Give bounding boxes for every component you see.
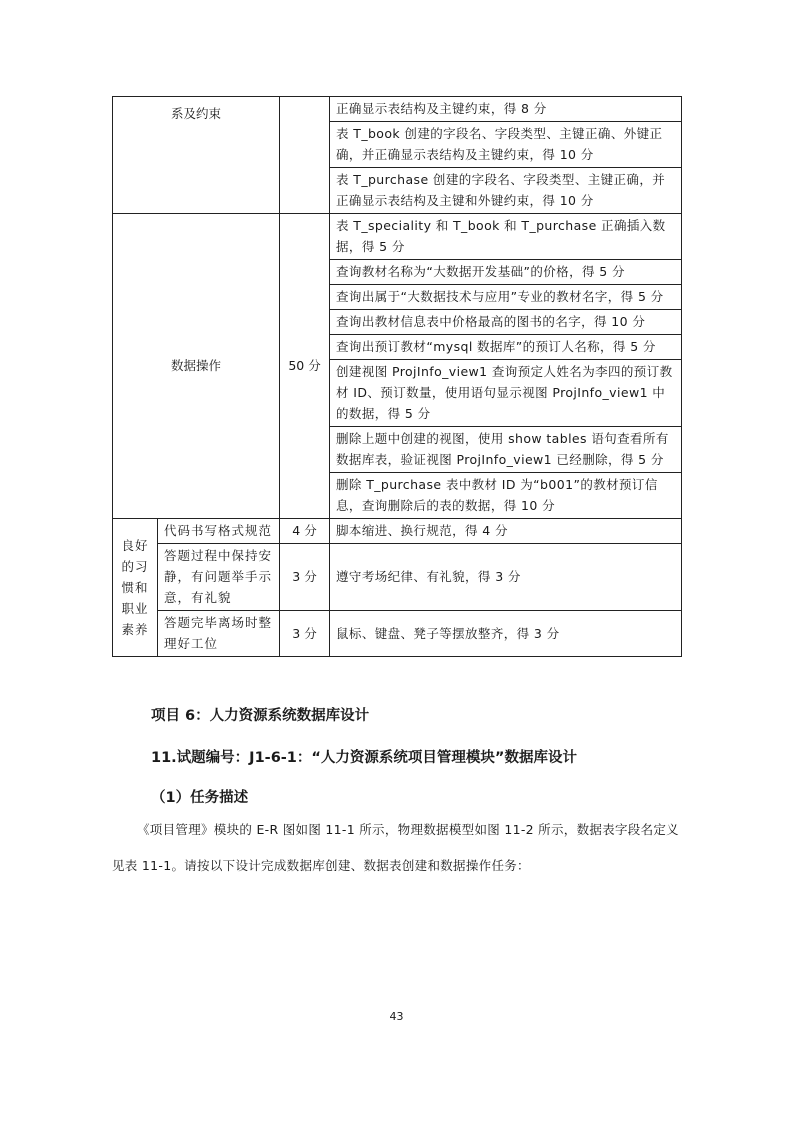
criteria-cell: 删除上题中创建的视图，使用 show tables 语句查看所有数据库表，验证视图 ProjInfo_view1 已经删除，得 5 分: [330, 427, 682, 473]
criteria-cell: 查询出预订教材“mysql 数据库”的预订人名称，得 5 分: [330, 335, 682, 360]
points-cell: [280, 97, 330, 214]
category-cell: 系及约束: [113, 97, 280, 214]
subcategory-cell: 答题完毕离场时整理好工位: [158, 611, 280, 657]
criteria-cell: 脚本缩进、换行规范，得 4 分: [330, 519, 682, 544]
category-cell: 数据操作: [113, 214, 280, 519]
criteria-cell: 删除 T_purchase 表中教材 ID 为“b001”的教材预订信息，查询删除后的表的数据，得 10 分: [330, 473, 682, 519]
table-row: [113, 611, 682, 657]
points-cell: 4 分: [280, 519, 330, 544]
table-row: [113, 519, 682, 544]
criteria-cell: 查询出属于“大数据技术与应用”专业的教材名字，得 5 分: [330, 285, 682, 310]
criteria-cell: 表 T_purchase 创建的字段名、字段类型、主键正确，并正确显示表结构及主键和外键约束，得 10 分: [330, 168, 682, 214]
criteria-cell: 查询出教材信息表中价格最高的图书的名字，得 10 分: [330, 310, 682, 335]
question-title: 11.试题编号：J1-6-1：“人力资源系统项目管理模块”数据库设计: [151, 750, 577, 766]
page-number: 43: [389, 1010, 404, 1023]
scoring-table: [112, 96, 682, 657]
points-cell: 50 分: [280, 214, 330, 519]
criteria-cell: 鼠标、键盘、凳子等摆放整齐，得 3 分: [330, 611, 682, 657]
criteria-cell: 表 T_speciality 和 T_book 和 T_purchase 正确插入数据，得 5 分: [330, 214, 682, 260]
points-cell: 3 分: [280, 611, 330, 657]
criteria-cell: 查询教材名称为“大数据开发基础”的价格，得 5 分: [330, 260, 682, 285]
criteria-cell: 创建视图 ProjInfo_view1 查询预定人姓名为李四的预订教材 ID、预订数量，使用语句显示视图 ProjInfo_view1 中的数据，得 5 分: [330, 360, 682, 427]
category-cell: 良好的习惯和职业素养: [113, 519, 158, 657]
subcategory-cell: 答题过程中保持安静，有问题举手示意，有礼貌: [158, 544, 280, 611]
task-paragraph: 《项目管理》模块的 E-R 图如图 11-1 所示，物理数据模型如图 11-2 所示，数据表字段名定义见表 11-1。请按以下设计完成数据库创建、数据表创建和数据操作任务：: [112, 822, 679, 873]
points-cell: 3 分: [280, 544, 330, 611]
subcategory-cell: 代码书写格式规范: [158, 519, 280, 544]
table-row: [113, 544, 682, 611]
table-row: [113, 97, 682, 122]
table-row: [113, 214, 682, 260]
criteria-cell: 正确显示表结构及主键约束，得 8 分: [330, 97, 682, 122]
project-title: 项目 6：人力资源系统数据库设计: [151, 708, 370, 724]
task-title: （1）任务描述: [151, 790, 249, 806]
criteria-cell: 遵守考场纪律、有礼貌，得 3 分: [330, 544, 682, 611]
criteria-cell: 表 T_book 创建的字段名、字段类型、主键正确、外键正确，并正确显示表结构及主键约束，得 10 分: [330, 122, 682, 168]
